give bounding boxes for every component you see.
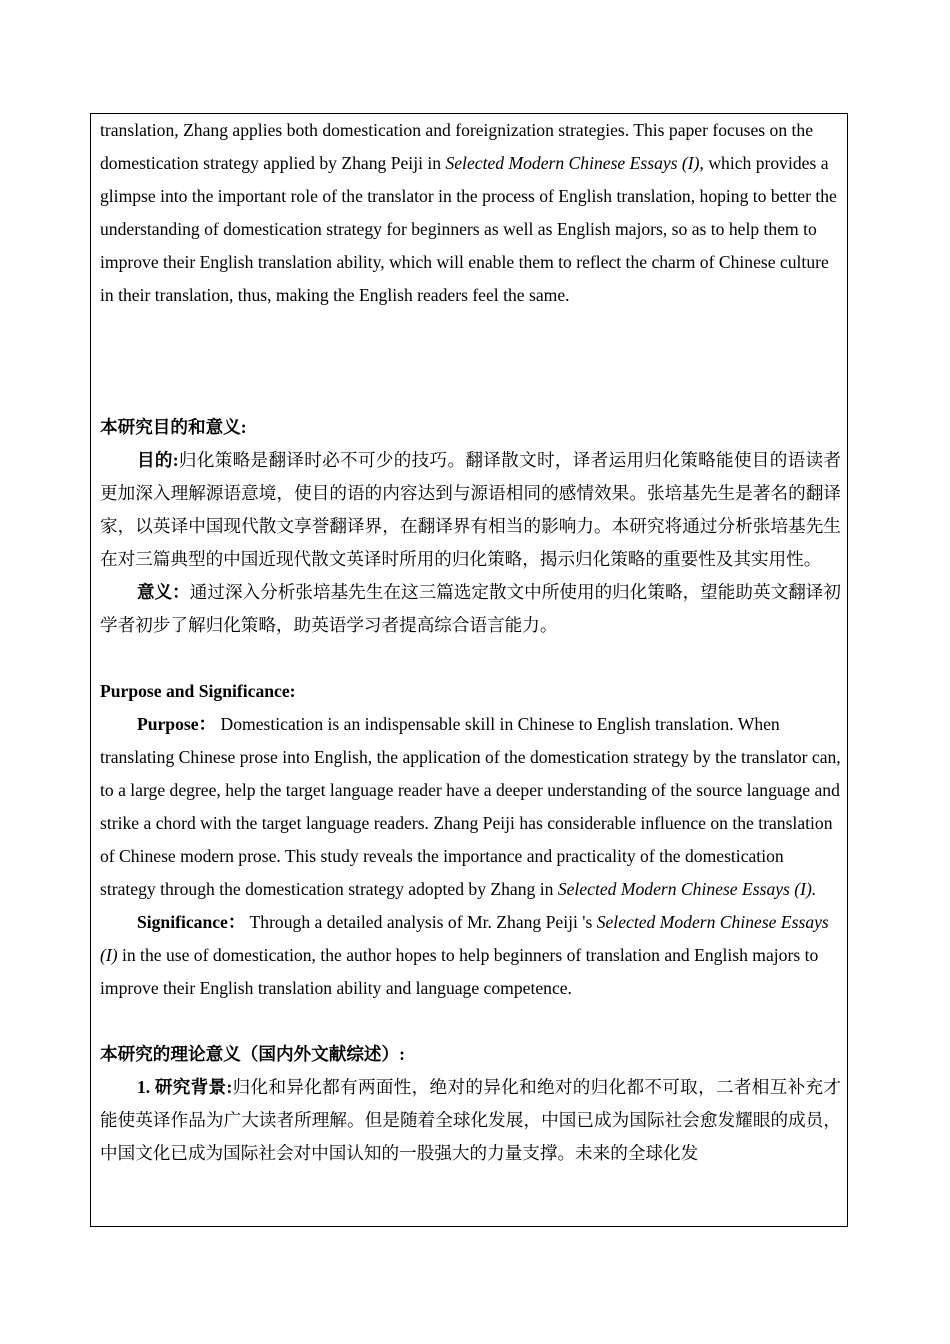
- purpose-cn-heading: 本研究目的和意义:: [100, 417, 247, 437]
- spacer: [100, 378, 841, 411]
- document-table-cell: [90, 113, 848, 1227]
- significance-en-label: Significance：: [136, 912, 246, 932]
- significance-en-paragraph: [100, 906, 841, 1005]
- significance-cn-text: 通过深入分析张培基先生在这三篇选定散文中所使用的归化策略，望能助英文翻译初学者初步了解归化策略，助英语学习者提高综合语言能力。: [100, 582, 841, 635]
- cell-content: [100, 114, 841, 1170]
- purpose-cn-text: 归化策略是翻译时必不可少的技巧。翻译散文时，译者运用归化策略能使目的语读者更加深入理解源语意境，使目的语的内容达到与源语相同的感情效果。张培基先生是著名的翻译家，以英译中国现代散文享誉翻译界，在翻译界有相当的影响力。本研究将通过分析张培基先生在对三篇典型的中国近现代散文英译时所用的归化策略，揭示归化策略的重要性及其实用性。: [100, 450, 841, 569]
- book-title: Selected Modern Chinese Essays (I): [445, 153, 700, 173]
- spacer: [100, 642, 841, 675]
- significance-cn-label: 意义：: [136, 582, 190, 602]
- significance-cn-paragraph: [100, 576, 841, 642]
- abstract-en-paragraph: [100, 114, 841, 312]
- purpose-en-heading: Purpose and Significance:: [100, 681, 296, 701]
- purpose-cn-label: 目的:: [136, 450, 179, 470]
- significance-en-book-title: Selected Modern Chinese Essays (I): [100, 912, 829, 965]
- abstract-text-part1: translation, Zhang applies both domestication and foreignization strategies. This paper focuses on the domestication strategy applied by Zhang Peiji in: [100, 120, 814, 173]
- spacer: [100, 1005, 841, 1038]
- purpose-en-paragraph: [100, 708, 841, 906]
- significance-en-text2: in the use of domestication, the author hopes to help beginners of translation and English majors to improve their English translation ability and language competence.: [100, 945, 819, 998]
- significance-en-text1: Through a detailed analysis of Mr. Zhang Peiji 's: [245, 912, 597, 932]
- spacer: [100, 312, 841, 378]
- purpose-en-label: Purpose：: [136, 714, 217, 734]
- background-cn-paragraph: [100, 1071, 841, 1170]
- theory-cn-heading: 本研究的理论意义（国内外文献综述）:: [100, 1044, 405, 1064]
- purpose-en-book-title: Selected Modern Chinese Essays (I).: [557, 879, 817, 899]
- background-cn-text: 归化和异化都有两面性，绝对的异化和绝对的归化都不可取，二者相互补充才能使英译作品为广大读者所理解。但是随着全球化发展，中国已成为国际社会愈发耀眼的成员，中国文化已成为国际社会对中国认知的一股强大的力量支撑。未来的全球化发: [100, 1077, 841, 1163]
- background-cn-label: 1. 研究背景:: [136, 1077, 233, 1097]
- purpose-cn-paragraph: [100, 444, 841, 576]
- purpose-en-text: Domestication is an indispensable skill in Chinese to English translation. When translating Chinese prose into English, the application of the domestication strategy by the translator can, to a large degree, help the target language reader have a deeper understanding of the source language and strike a chord with the target language readers. Zhang Peiji has considerable influence on the translation of Chinese modern prose. This study reveals the importance and practicality of the domestication strategy through the domestication strategy adopted by Zhang in: [100, 714, 841, 899]
- abstract-text-part2: , which provides a glimpse into the important role of the translator in the process of English translation, hoping to better the understanding of domestication strategy for beginners as well as English majors, so as to help them to improve their English translation ability, which will enable them to reflect the charm of Chinese culture in their translation, thus, making the English readers feel the same.: [100, 153, 837, 305]
